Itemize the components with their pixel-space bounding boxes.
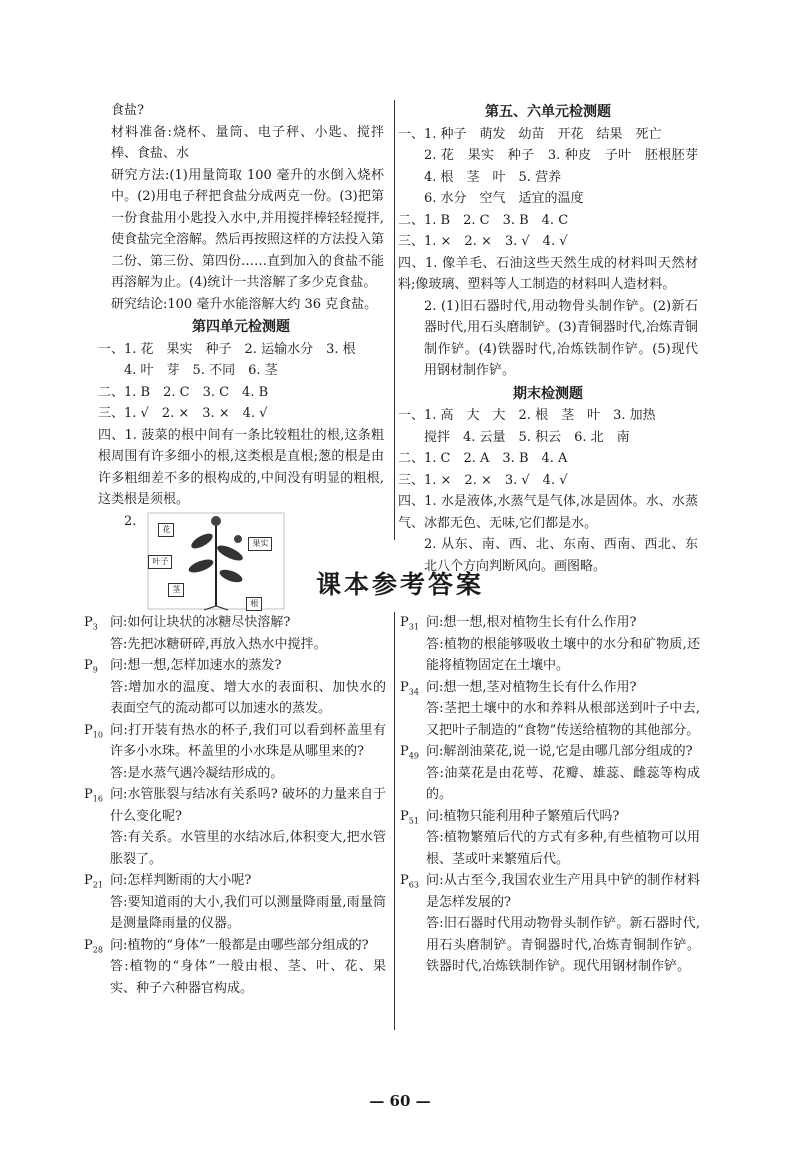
column-divider: [394, 100, 395, 540]
answer-line: 2.: [124, 513, 137, 529]
page-ref: $P_{49}$: [400, 744, 419, 761]
section-title: 课本参考答案: [315, 570, 484, 599]
text-line: 材料准备:烧杯、量筒、电子秤、小匙、搅拌棒、食盐、水: [111, 124, 384, 161]
qa-item: [84, 720, 386, 785]
answer-text: 答:增加水的温度、增大水的表面积、加快水的表面空气的流动都可以加速水的蒸发。: [110, 679, 386, 716]
answer-line: 三、1. × 2. × 3. √ 4. √: [398, 472, 568, 488]
question-text: 问:解剖油菜花,说一说,它是由哪几部分组成的?: [426, 744, 693, 759]
answer-text: 答:是水蒸气遇冷凝结形成的。: [110, 765, 284, 781]
page-number: — 60 —: [369, 1092, 431, 1110]
qa-item: [400, 612, 700, 677]
answer-line: 搅拌 4. 云量 5. 积云 6. 北 南: [424, 429, 630, 445]
column-divider: [394, 612, 395, 1030]
question-text: 问:水管胀裂与结冰有关系吗? 破坏的力量来自于什么变化呢?: [110, 787, 386, 824]
left-top-column: [98, 100, 384, 611]
qa-item: [84, 784, 386, 870]
answer-line: 四、1. 像羊毛、石油这些天然生成的材料叫天然材料;像玻璃、塑料等人工制造的材料叫人造材料。: [398, 255, 698, 292]
qa-left-column: [84, 612, 386, 999]
answer-text: 答:先把冰糖研碎,再放入热水中搅拌。: [110, 636, 327, 652]
qa-item: [400, 677, 700, 742]
answer-line: 2. (1)旧石器时代,用动物骨头制作铲。(2)新石器时代,用石头磨制铲。(3)青铜器时代,冶炼青铜制作铲。(4)铁器时代,冶炼铁制作铲。(5)现代用钢材制作铲。: [424, 298, 698, 378]
label-stem: 茎: [168, 583, 184, 597]
answer-line: 三、1. × 2. × 3. √ 4. √: [398, 234, 568, 249]
answer-line: 四、1. 水是液体,水蒸气是气体,冰是固体。水、水蒸气、冰都无色、无味,它们都是水。: [398, 494, 698, 531]
page-ref: $P_9$: [84, 658, 98, 675]
answer-text: 答:茎把土壤中的水和养料从根部送到叶子中去,又把叶子制造的“食物”传送给植物的其他部分。: [426, 701, 700, 738]
answer-text: 答:植物繁殖后代的方式有多种,有些植物可以用根、茎或叶来繁殖后代。: [426, 830, 700, 867]
unit4-title: 第四单元检测题: [192, 319, 290, 335]
unit56-title: 第五、六单元检测题: [485, 104, 611, 120]
question-text: 问:如何让块状的冰糖尽快溶解?: [110, 615, 291, 630]
question-text: 问:想一想,茎对植物生长有什么作用?: [426, 679, 637, 695]
page-ref: $P_{21}$: [84, 873, 103, 890]
qa-item: [84, 870, 386, 935]
qa-item: [84, 935, 386, 1000]
answer-line: 四、1. 菠菜的根中间有一条比较粗壮的根,这条粗根周围有许多细小的根,这类根是直根;葱的根是由许多粗细差不多的根构成的,中间没有明显的粗根,这类根是须根。: [98, 427, 384, 507]
right-top-column: [398, 100, 712, 577]
page-ref: $P_{28}$: [84, 937, 103, 955]
answer-line: 一、1. 高 大 大 2. 根 茎 叶 3. 加热: [398, 408, 656, 423]
answer-line: 二、1. B 2. C 3. C 4. B: [98, 384, 269, 400]
label-leaf: 叶子: [148, 555, 172, 569]
question-text: 问:打开装有热水的杯子,我们可以看到杯盖里有许多小水珠。杯盖里的小水珠是从哪里来的?: [110, 722, 386, 759]
page-ref: $P_{34}$: [400, 679, 419, 697]
answer-line: 二、1. B 2. C 3. B 4. C: [398, 212, 569, 228]
answer-line: 二、1. C 2. A 3. B 4. A: [398, 451, 568, 466]
answer-line: 6. 水分 空气 适宜的温度: [424, 191, 584, 206]
answer-text: 答:要知道雨的大小,我们可以测量降雨量,雨量筒是测量降雨量的仪器。: [110, 894, 386, 931]
label-fruit: 果实: [248, 537, 272, 551]
page-ref: $P_{10}$: [84, 722, 103, 740]
question-text: 问:怎样判断雨的大小呢?: [110, 873, 252, 888]
page-ref: $P_3$: [84, 615, 98, 632]
answer-text: 答:植物的“身体”一般由根、茎、叶、花、果实、种子六种器官构成。: [110, 959, 386, 996]
answer-line: 4. 叶 芽 5. 不同 6. 茎: [124, 363, 278, 378]
question-text: 问:想一想,根对植物生长有什么作用?: [426, 615, 637, 630]
final-title: 期末检测题: [513, 385, 583, 402]
question-text: 问:从古至今,我国农业生产用具中铲的制作材料是怎样发展的?: [426, 873, 700, 910]
page-ref: $P_{51}$: [400, 808, 419, 826]
page-ref: $P_{31}$: [400, 615, 419, 632]
answer-text: 答:植物的根能够吸收土壤中的水分和矿物质,还能将植物固定在土壤中。: [426, 636, 700, 673]
answer-line: 2. 从东、南、西、北、东南、西南、西北、东北八个方向判断风向。画图略。: [424, 537, 698, 574]
answer-text: 答:有关系。水管里的水结冰后,体积变大,把水管胀裂了。: [110, 830, 386, 867]
label-root: 根: [246, 597, 262, 611]
question-text: 问:想一想,怎样加速水的蒸发?: [110, 658, 282, 673]
answer-text: 答:旧石器时代用动物骨头制作铲。新石器时代,用石头磨制铲。青铜器时代,冶炼青铜制作铲。铁器时代,冶炼铁制作铲。现代用钢材制作铲。: [426, 916, 700, 974]
text-line: 研究结论:100 毫升水能溶解大约 36 克食盐。: [111, 296, 378, 312]
question-text: 问:植物的“身体”一般都是由哪些部分组成的?: [110, 937, 369, 953]
qa-item: [84, 655, 386, 720]
qa-right-column: [400, 612, 700, 978]
qa-item: [84, 612, 386, 655]
answer-text: 答:油菜花是由花萼、花瓣、雄蕊、雌蕊等构成的。: [426, 765, 700, 802]
label-flower: 花: [158, 523, 174, 537]
page-ref: $P_{63}$: [400, 873, 419, 890]
answer-line: 2. 花 果实 种子 3. 种皮 子叶 胚根胚芽 4. 根 茎 叶 5. 营养: [424, 148, 712, 185]
qa-item: [400, 870, 700, 978]
qa-item: [400, 806, 700, 871]
answer-line: 一、1. 花 果实 种子 2. 运输水分 3. 根: [98, 341, 356, 357]
page-ref: $P_{16}$: [84, 787, 103, 804]
qa-item: [400, 741, 700, 806]
question-text: 问:植物只能利用种子繁殖后代吗?: [426, 808, 620, 824]
text-line: 研究方法:(1)用量筒取 100 毫升的水倒入烧杯中。(2)用电子秤把食盐分成两克一份。(3)把第一份食盐用小匙投入水中,并用搅拌棒轻轻搅拌,使食盐完全溶解。然后再按照这样的方法投入第二份、第三份、第四份……直到加入的食盐不能再溶解为止。(4)统计一共溶解了多少克食盐。: [111, 167, 385, 290]
text-line: 食盐?: [111, 103, 144, 118]
answer-line: 三、1. √ 2. × 3. × 4. √: [98, 406, 268, 421]
answer-line: 一、1. 种子 萌发 幼苗 开花 结果 死亡: [398, 126, 662, 142]
